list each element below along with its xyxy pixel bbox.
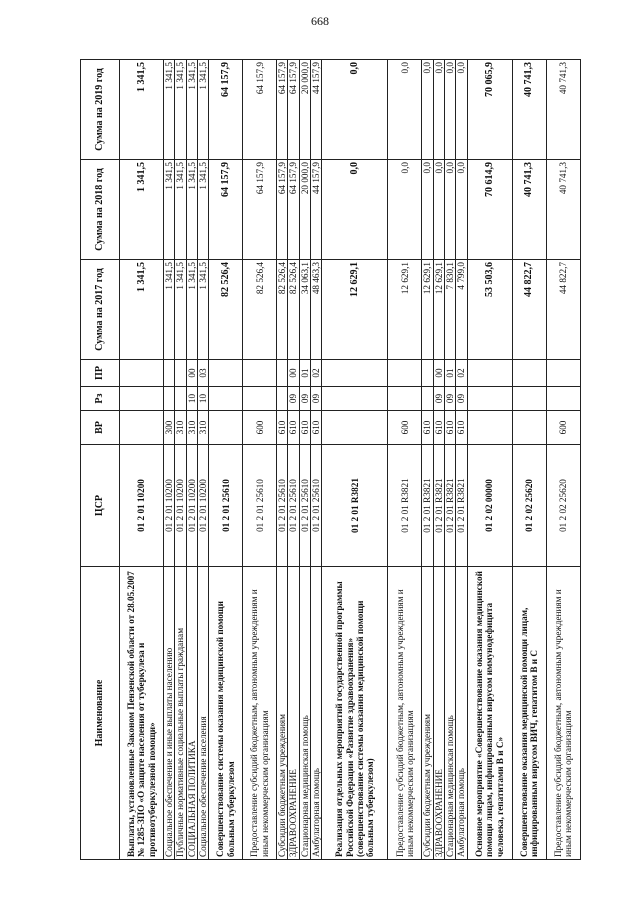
cell-name: Предоставление субсидий бюджетным, автономным учреждениям и иным некоммерческим организациям [388, 567, 422, 860]
cell-2018: 40 741,3 [546, 160, 580, 260]
cell-csr: 01 2 01 R3821 [422, 445, 433, 567]
cell-rz [209, 387, 243, 411]
cell-2018: 1 341,5 [164, 160, 175, 260]
cell-rz: 10 [186, 387, 197, 411]
cell-csr: 01 2 01 25610 [243, 445, 277, 567]
cell-name: СОЦИАЛЬНАЯ ПОЛИТИКА [186, 567, 197, 860]
cell-2019: 0,0 [422, 60, 433, 160]
cell-pr [546, 360, 580, 387]
cell-pr [388, 360, 422, 387]
col-header-vr: ВР [81, 411, 120, 445]
col-header-2019: Сумма на 2019 год [81, 60, 120, 160]
table-body [120, 60, 581, 860]
cell-csr: 01 2 02 25620 [512, 445, 546, 567]
cell-2019: 64 157,9 [243, 60, 277, 160]
cell-name: ЗДРАВООХРАНЕНИЕ [288, 567, 299, 860]
cell-2019: 0,0 [433, 60, 444, 160]
cell-csr: 01 2 01 R3821 [456, 445, 467, 567]
cell-name: Амбулаторная помощь [311, 567, 322, 860]
cell-2017: 1 341,5 [186, 260, 197, 360]
cell-csr: 01 2 01 10200 [186, 445, 197, 567]
table-row [277, 60, 288, 860]
cell-2017: 82 526,4 [243, 260, 277, 360]
cell-2017: 53 503,6 [467, 260, 512, 360]
cell-2017: 48 463,3 [311, 260, 322, 360]
table-row [456, 60, 467, 860]
cell-pr [175, 360, 186, 387]
cell-2017: 12 629,1 [322, 260, 388, 360]
cell-vr [120, 411, 164, 445]
cell-name: Субсидии бюджетным учреждениям [277, 567, 288, 860]
cell-csr: 01 2 01 R3821 [388, 445, 422, 567]
cell-2019: 1 341,5 [186, 60, 197, 160]
cell-vr: 600 [546, 411, 580, 445]
rotated-page-content [80, 60, 580, 860]
table-row [444, 60, 455, 860]
cell-2017: 1 341,5 [197, 260, 208, 360]
cell-2019: 64 157,9 [277, 60, 288, 160]
cell-csr: 01 2 01 10200 [164, 445, 175, 567]
col-header-2018: Сумма на 2018 год [81, 160, 120, 260]
table-header-row [81, 60, 120, 860]
cell-name: Социальное обеспечение и иные выплаты населению [164, 567, 175, 860]
cell-pr: 03 [197, 360, 208, 387]
cell-rz [277, 387, 288, 411]
cell-2018: 0,0 [444, 160, 455, 260]
cell-2019: 0,0 [388, 60, 422, 160]
cell-2019: 40 741,3 [546, 60, 580, 160]
col-header-rz: Рз [81, 387, 120, 411]
cell-csr: 01 2 01 R3821 [433, 445, 444, 567]
cell-csr: 01 2 02 00000 [467, 445, 512, 567]
table-row [175, 60, 186, 860]
cell-pr: 00 [288, 360, 299, 387]
cell-vr: 300 [164, 411, 175, 445]
cell-2017: 82 526,4 [277, 260, 288, 360]
cell-rz [512, 387, 546, 411]
cell-2018: 64 157,9 [243, 160, 277, 260]
cell-2018: 64 157,9 [288, 160, 299, 260]
cell-vr: 610 [288, 411, 299, 445]
table-row [433, 60, 444, 860]
cell-2017: 1 341,5 [164, 260, 175, 360]
cell-pr [243, 360, 277, 387]
cell-vr: 610 [277, 411, 288, 445]
cell-2018: 64 157,9 [209, 160, 243, 260]
table-row [467, 60, 512, 860]
cell-csr: 01 2 01 10200 [197, 445, 208, 567]
cell-vr: 600 [243, 411, 277, 445]
table-row [322, 60, 388, 860]
cell-2017: 12 629,1 [433, 260, 444, 360]
cell-pr [277, 360, 288, 387]
cell-2018: 20 000,0 [299, 160, 310, 260]
cell-2019: 0,0 [444, 60, 455, 160]
cell-vr: 610 [456, 411, 467, 445]
cell-2018: 0,0 [322, 160, 388, 260]
cell-2018: 1 341,5 [120, 160, 164, 260]
cell-pr [164, 360, 175, 387]
cell-2019: 0,0 [322, 60, 388, 160]
cell-2018: 1 341,5 [186, 160, 197, 260]
col-header-2017: Сумма на 2017 год [81, 260, 120, 360]
cell-vr: 610 [299, 411, 310, 445]
page-number: 668 [311, 14, 329, 28]
cell-rz: 09 [456, 387, 467, 411]
cell-2019: 20 000,0 [299, 60, 310, 160]
cell-2019: 70 065,9 [467, 60, 512, 160]
table-row [120, 60, 164, 860]
col-header-pr: ПР [81, 360, 120, 387]
cell-vr: 310 [175, 411, 186, 445]
cell-vr [467, 411, 512, 445]
cell-rz [467, 387, 512, 411]
budget-table [80, 59, 581, 860]
cell-2019: 64 157,9 [288, 60, 299, 160]
cell-2018: 1 341,5 [197, 160, 208, 260]
cell-pr [322, 360, 388, 387]
cell-2017: 12 629,1 [388, 260, 422, 360]
cell-2018: 40 741,3 [512, 160, 546, 260]
col-header-csr: ЦСР [81, 445, 120, 567]
cell-vr: 610 [444, 411, 455, 445]
col-header-name: Наименование [81, 567, 120, 860]
cell-vr: 610 [433, 411, 444, 445]
cell-csr: 01 2 01 25610 [311, 445, 322, 567]
cell-name: Субсидии бюджетным учреждениям [422, 567, 433, 860]
cell-pr [209, 360, 243, 387]
table-row [164, 60, 175, 860]
cell-name: Социальное обеспечение населения [197, 567, 208, 860]
cell-pr: 01 [444, 360, 455, 387]
cell-2018: 0,0 [422, 160, 433, 260]
cell-csr: 01 2 01 10200 [120, 445, 164, 567]
table-row [209, 60, 243, 860]
cell-2019: 1 341,5 [197, 60, 208, 160]
table-row [311, 60, 322, 860]
cell-rz [322, 387, 388, 411]
cell-name: Амбулаторная помощь [456, 567, 467, 860]
cell-rz [120, 387, 164, 411]
cell-2018: 1 341,5 [175, 160, 186, 260]
cell-vr: 310 [197, 411, 208, 445]
cell-pr [467, 360, 512, 387]
cell-rz [422, 387, 433, 411]
cell-name: Совершенствование оказания медицинской помощи лицам, инфицированным вирусом ВИЧ, гепатитом В и С [512, 567, 546, 860]
cell-2017: 44 822,7 [512, 260, 546, 360]
cell-csr: 01 2 01 25610 [299, 445, 310, 567]
cell-vr: 610 [422, 411, 433, 445]
cell-pr: 00 [186, 360, 197, 387]
cell-2019: 1 341,5 [120, 60, 164, 160]
cell-vr: 610 [311, 411, 322, 445]
table-row [288, 60, 299, 860]
cell-2018: 44 157,9 [311, 160, 322, 260]
cell-rz [388, 387, 422, 411]
cell-2017: 1 341,5 [175, 260, 186, 360]
cell-pr [512, 360, 546, 387]
cell-name: Публичные нормативные социальные выплаты гражданам [175, 567, 186, 860]
cell-pr [422, 360, 433, 387]
cell-2019: 1 341,5 [164, 60, 175, 160]
cell-name: Предоставление субсидий бюджетным, автономным учреждениям и иным некоммерческим организациям [546, 567, 580, 860]
cell-name: Выплаты, установленные Законом Пензенской области от 28.05.2007 № 1285-ЗПО «О защите населения от туберкулеза и противотуберкулезной помощи» [120, 567, 164, 860]
cell-2017: 34 063,1 [299, 260, 310, 360]
cell-rz: 09 [311, 387, 322, 411]
cell-pr: 02 [311, 360, 322, 387]
cell-rz [546, 387, 580, 411]
cell-csr: 01 2 01 R3821 [322, 445, 388, 567]
cell-2018: 64 157,9 [277, 160, 288, 260]
cell-csr: 01 2 01 25610 [288, 445, 299, 567]
cell-2018: 0,0 [456, 160, 467, 260]
table-row [388, 60, 422, 860]
cell-name: Реализация отдельных мероприятий государственной программы Российской Федерации «Развитие здравоохранения» (совершенствование системы оказания медицинской помощи больным туберкулезом) [322, 567, 388, 860]
cell-name: Основное мероприятие «Совершенствование оказания медицинской помощи лицам, инфицированным вирусом иммунодефицита человека, гепатитами В и С» [467, 567, 512, 860]
cell-2018: 0,0 [388, 160, 422, 260]
cell-rz: 09 [433, 387, 444, 411]
cell-2017: 4 799,0 [456, 260, 467, 360]
table-row [546, 60, 580, 860]
cell-2019: 0,0 [456, 60, 467, 160]
cell-name: Предоставление субсидий бюджетным, автономным учреждениям и иным некоммерческим организациям [243, 567, 277, 860]
cell-vr: 600 [388, 411, 422, 445]
cell-rz: 09 [444, 387, 455, 411]
cell-rz [243, 387, 277, 411]
cell-pr [120, 360, 164, 387]
cell-csr: 01 2 02 25620 [546, 445, 580, 567]
cell-2017: 7 830,1 [444, 260, 455, 360]
cell-name: Стационарная медицинская помощь [444, 567, 455, 860]
cell-rz [175, 387, 186, 411]
cell-vr: 310 [186, 411, 197, 445]
cell-vr [322, 411, 388, 445]
table-row [422, 60, 433, 860]
cell-csr: 01 2 01 R3821 [444, 445, 455, 567]
cell-rz: 10 [197, 387, 208, 411]
cell-2018: 70 614,9 [467, 160, 512, 260]
cell-2017: 82 526,4 [209, 260, 243, 360]
cell-pr: 02 [456, 360, 467, 387]
cell-csr: 01 2 01 25610 [277, 445, 288, 567]
cell-2019: 44 157,9 [311, 60, 322, 160]
cell-pr: 00 [433, 360, 444, 387]
cell-rz: 09 [288, 387, 299, 411]
table-row [186, 60, 197, 860]
cell-2017: 82 526,4 [288, 260, 299, 360]
cell-vr [209, 411, 243, 445]
table-row [197, 60, 208, 860]
cell-name: Совершенствование системы оказания медицинской помощи больным туберкулезом [209, 567, 243, 860]
table-row [243, 60, 277, 860]
cell-csr: 01 2 01 25610 [209, 445, 243, 567]
cell-pr: 01 [299, 360, 310, 387]
cell-vr [512, 411, 546, 445]
cell-2019: 1 341,5 [175, 60, 186, 160]
cell-2019: 40 741,3 [512, 60, 546, 160]
table-row [512, 60, 546, 860]
cell-rz [164, 387, 175, 411]
cell-2017: 1 341,5 [120, 260, 164, 360]
table-row [299, 60, 310, 860]
cell-2017: 44 822,7 [546, 260, 580, 360]
cell-2017: 12 629,1 [422, 260, 433, 360]
cell-2018: 0,0 [433, 160, 444, 260]
cell-csr: 01 2 01 10200 [175, 445, 186, 567]
cell-rz: 09 [299, 387, 310, 411]
cell-name: Стационарная медицинская помощь [299, 567, 310, 860]
cell-name: ЗДРАВООХРАНЕНИЕ [433, 567, 444, 860]
cell-2019: 64 157,9 [209, 60, 243, 160]
